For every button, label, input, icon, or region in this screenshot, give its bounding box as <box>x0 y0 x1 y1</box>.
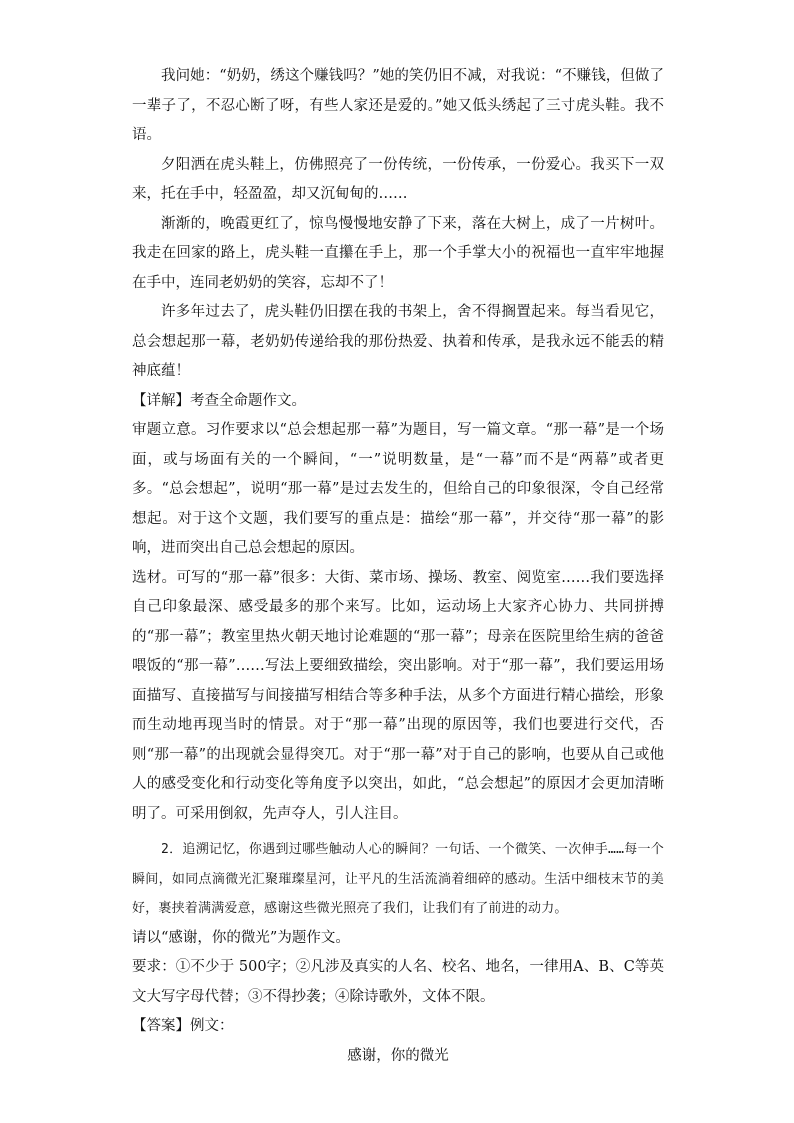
document-page <box>132 62 664 1071</box>
essay-title: 感谢，你的微光 <box>347 1047 449 1064</box>
analysis-material: 选材。可写的“那一幕”很多：大街、菜市场、操场、教室、阅览室……我们要选择自己印象最深、感受最多的那个来写。比如，运动场上大家齐心协力、共同拼搏的“那一幕”；教室里热火朝天地讨论难题的“那一幕”；母亲在医院里给生病的爸爸喂饭的“那一幕”……写法上要细致描绘，突出影响。对于“那一幕”，我们要运用场面描写、直接描写与间接描写相结合等多种手法，从多个方面进行精心描绘，形象而生动地再现当时的情景。对于“那一幕”出现的原因等，我们也要进行交代，否则“那一幕”的出现就会显得突兀。对于“那一幕”对于自己的影响，也要从自己或他人的感受变化和行动变化等角度予以突出，如此，“总会想起”的原因才会更加清晰明了。可采用倒叙，先声夺人，引人注目。 <box>132 569 664 822</box>
essay-paragraph: 夕阳洒在虎头鞋上，仿佛照亮了一份传统，一份传承，一份爱心。我买下一双来，托在手中，轻盈盈，却又沉甸甸的…… <box>132 156 664 202</box>
essay-paragraph: 许多年过去了，虎头鞋仍旧摆在我的书架上，舍不得搁置起来。每当看见它，总会想起那一幕，老奶奶传递给我的那份热爱、执着和传承，是我永远不能丢的精神底蕴！ <box>132 304 664 379</box>
question-2-prompt: 2．追溯记忆，你遇到过哪些触动人心的瞬间？一句话、一个微笑、一次伸手……每一个瞬间，如同点滴微光汇聚璀璨星河，让平凡的生活流淌着细碎的感动。生活中细枝末节的美好，裹挟着满满爱意，感谢这些微光照亮了我们，让我们有了前进的动力。 <box>132 842 664 916</box>
question-2-requirements: 要求：①不少于 500字；②凡涉及真实的人名、校名、地名，一律用A、B、C等英文大写字母代替；③不得抄袭；④除诗歌外，文体不限。 <box>132 959 664 1005</box>
essay-paragraph: 我问她：“奶奶，绣这个赚钱吗？”她的笑仍旧不减，对我说：“不赚钱，但做了一辈子了，不忍心断了呀，有些人家还是爱的。”她又低头绣起了三寸虎头鞋。我不语。 <box>132 68 664 143</box>
detail-heading: 【详解】考查全命题作文。 <box>132 392 306 409</box>
answer-label: 【答案】例文： <box>132 1018 234 1034</box>
question-2-instruction: 请以“感谢，你的微光”为题作文。 <box>132 929 350 946</box>
analysis-topic: 审题立意。习作要求以“总会想起那一幕”为题目，写一篇文章。“那一幕”是一个场面，或与场面有关的一个瞬间，“一”说明数量，是“一幕”而不是“两幕”或者更多。“总会想起”，说明“那一幕”是过去发生的，但给自己的印象很深，令自己经常想起。对于这个文题，我们要写的重点是：描绘“那一幕”，并交待“那一幕”的影响，进而突出自己总会想起的原因。 <box>132 422 664 556</box>
essay-paragraph: 渐渐的，晚霞更红了，惊鸟慢慢地安静了下来，落在大树上，成了一片树叶。我走在回家的路上，虎头鞋一直攥在手上，那一个手掌大小的祝福也一直牢牢地握在手中，连同老奶奶的笑容，忘却不了！ <box>132 215 664 291</box>
